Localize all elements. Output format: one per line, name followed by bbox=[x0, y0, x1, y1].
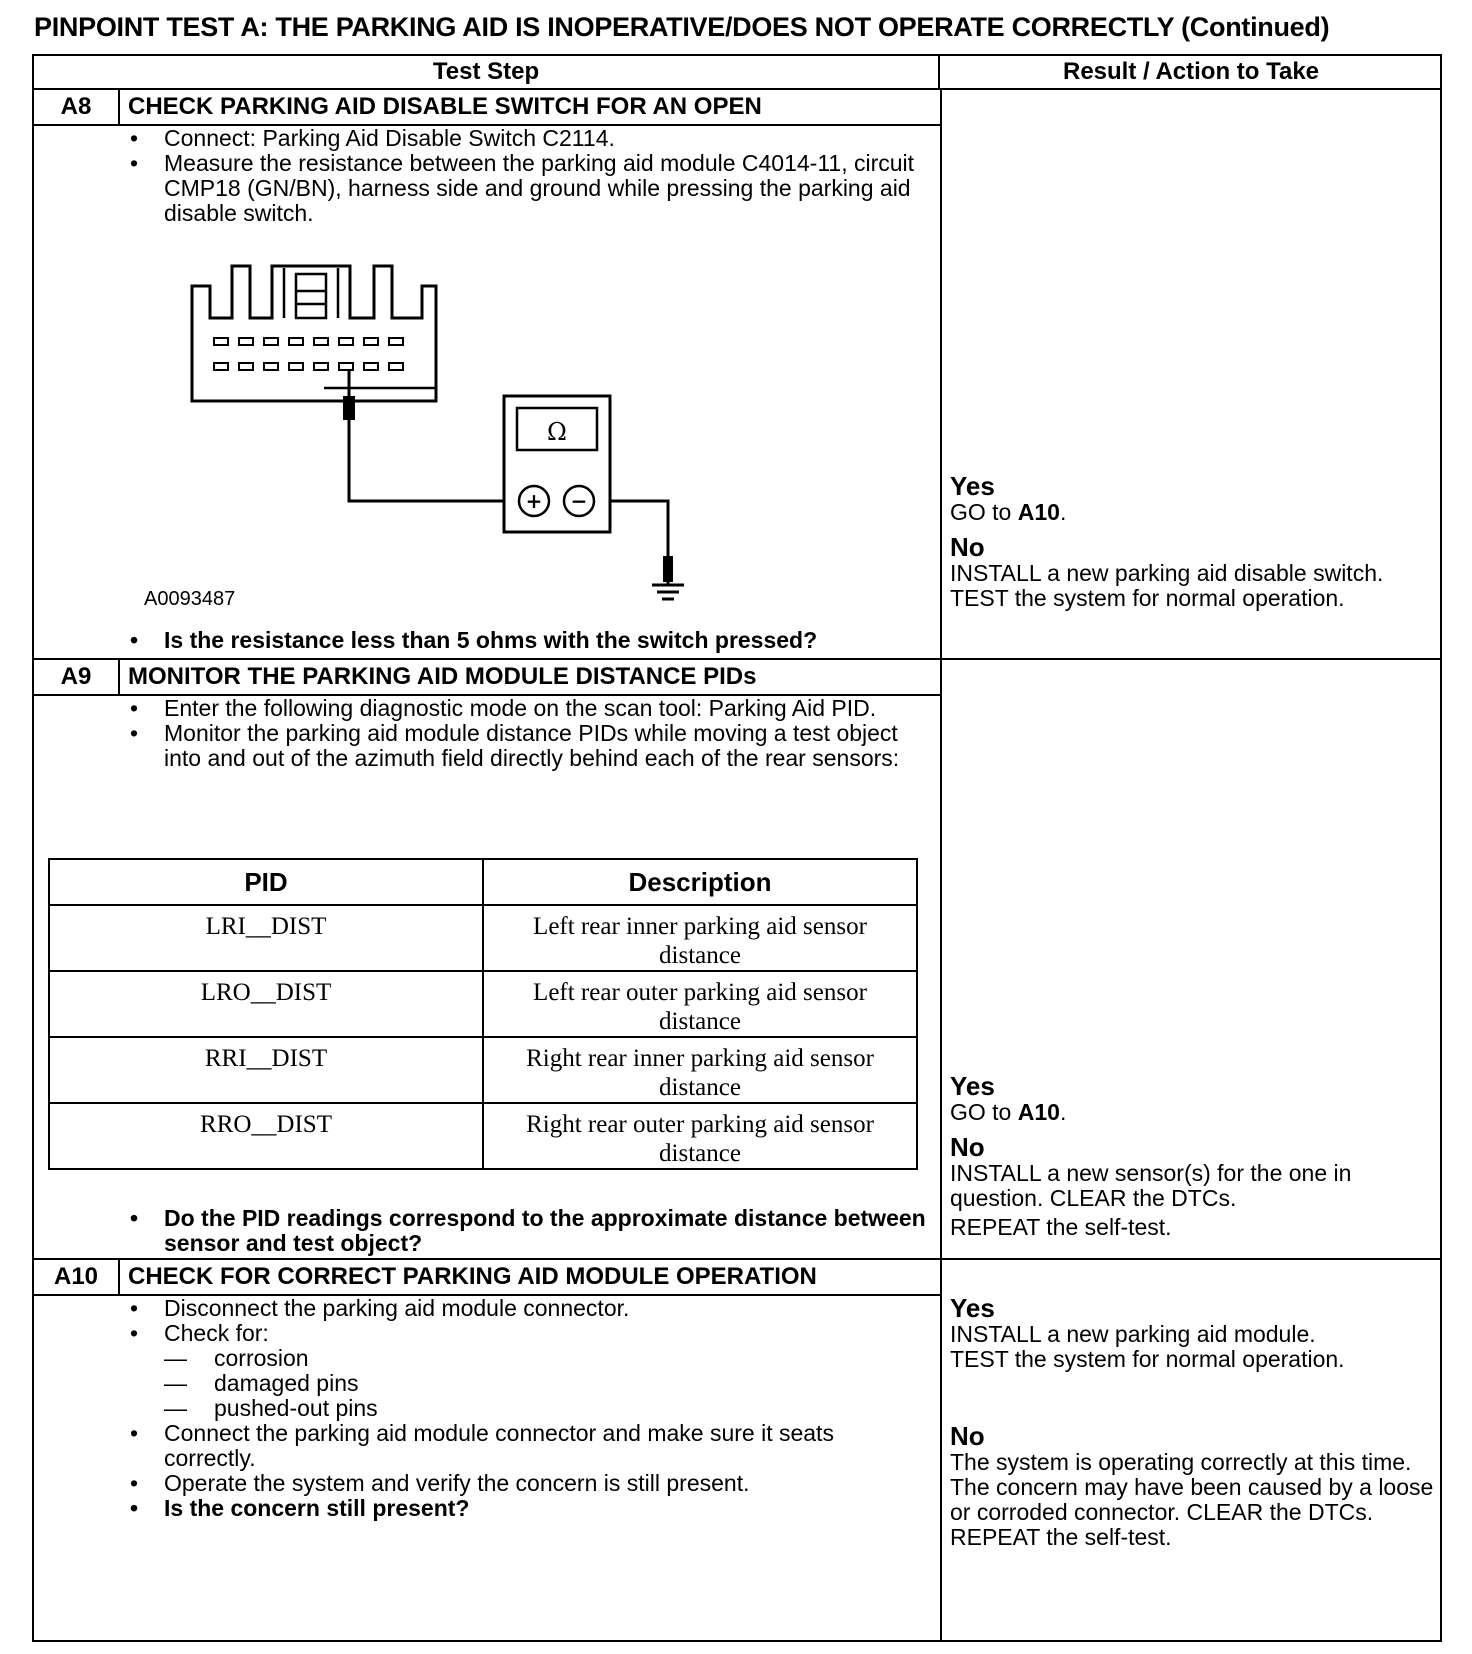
yes-action: TEST the system for normal operation. bbox=[950, 1346, 1345, 1372]
no-action: INSTALL a new parking aid disable switch. bbox=[950, 560, 1384, 586]
sub-list-item: — damaged pins bbox=[130, 1371, 930, 1396]
no-action: REPEAT the self-test. bbox=[950, 1214, 1172, 1240]
pid-cell: RRI__DIST bbox=[49, 1037, 483, 1103]
step-id-a10: A10 bbox=[34, 1260, 120, 1296]
list-item: • Check for: bbox=[130, 1321, 930, 1346]
step-title-a9: MONITOR THE PARKING AID MODULE DISTANCE PIDs bbox=[120, 660, 940, 696]
no-action: The system is operating correctly at this time. The concern may have been caused by a loose or corroded connector. CLEAR the DTCs. REPEAT the self-test. bbox=[950, 1449, 1434, 1550]
positive-probe-tip bbox=[343, 396, 355, 420]
description-cell: Left rear inner parking aid sensor distance bbox=[483, 905, 917, 971]
description-cell: Left rear outer parking aid sensor distance bbox=[483, 971, 917, 1037]
step-id-a8: A8 bbox=[34, 90, 120, 126]
step-a8-instructions bbox=[130, 126, 930, 226]
table-row bbox=[49, 1103, 917, 1169]
step-title-a8: CHECK PARKING AID DISABLE SWITCH FOR AN OPEN bbox=[120, 90, 940, 126]
list-item: • Disconnect the parking aid module connector. bbox=[130, 1296, 930, 1321]
step-a9-question: • Do the PID readings correspond to the approximate distance between sensor and test object? bbox=[130, 1206, 930, 1256]
list-item: • Monitor the parking aid module distance PIDs while moving a test object into and out of the azimuth field directly behind each of the rear sensors: bbox=[130, 721, 930, 771]
figure-code: A0093487 bbox=[144, 588, 236, 610]
yes-action: GO to A10. bbox=[950, 499, 1067, 525]
no-action: INSTALL a new sensor(s) for the one in question. CLEAR the DTCs. bbox=[950, 1160, 1352, 1211]
step-a10-result-no bbox=[950, 1422, 1438, 1550]
ohm-symbol: Ω bbox=[547, 418, 567, 446]
sub-list-item: — pushed-out pins bbox=[130, 1396, 930, 1421]
list-item: • Enter the following diagnostic mode on the scan tool: Parking Aid PID. bbox=[130, 696, 930, 721]
plus-sign: + bbox=[525, 489, 543, 513]
step-a9-result bbox=[950, 1072, 1438, 1240]
yes-action: INSTALL a new parking aid module. bbox=[950, 1321, 1316, 1347]
sub-list-item: — corrosion bbox=[130, 1346, 930, 1371]
pid-cell: LRO__DIST bbox=[49, 971, 483, 1037]
table-header-row bbox=[49, 859, 917, 905]
page-title: PINPOINT TEST A: THE PARKING AID IS INOPERATIVE/DOES NOT OPERATE CORRECTLY (Continued) bbox=[34, 12, 1330, 42]
step-a10-result-yes bbox=[950, 1294, 1438, 1372]
description-cell: Right rear inner parking aid sensor distance bbox=[483, 1037, 917, 1103]
description-cell: Right rear outer parking aid sensor distance bbox=[483, 1103, 917, 1169]
pid-cell: RRO__DIST bbox=[49, 1103, 483, 1169]
table-row bbox=[49, 1037, 917, 1103]
pid-cell: LRI__DIST bbox=[49, 905, 483, 971]
pinpoint-test-table bbox=[32, 54, 1442, 1642]
pid-table bbox=[48, 858, 918, 1170]
table-row bbox=[49, 905, 917, 971]
step-title-a10: CHECK FOR CORRECT PARKING AID MODULE OPERATION bbox=[120, 1260, 940, 1296]
minus-sign: − bbox=[570, 489, 588, 513]
table-row bbox=[49, 971, 917, 1037]
no-label: No bbox=[950, 1132, 985, 1162]
yes-label: Yes bbox=[950, 1071, 995, 1101]
ohmmeter-connector-diagram bbox=[184, 256, 684, 586]
yes-label: Yes bbox=[950, 1293, 995, 1323]
step-id-a9: A9 bbox=[34, 660, 120, 696]
step-a8-question: • Is the resistance less than 5 ohms with the switch pressed? bbox=[130, 628, 930, 653]
column-divider bbox=[940, 90, 942, 1642]
ground-icon bbox=[646, 576, 690, 606]
yes-action: GO to A10. bbox=[950, 1099, 1067, 1125]
step-a9-instructions bbox=[130, 696, 930, 771]
step-a8-result bbox=[950, 472, 1438, 611]
list-item: • Operate the system and verify the concern is still present. bbox=[130, 1471, 930, 1496]
pid-column-header: PID bbox=[49, 859, 483, 905]
list-item: • Connect the parking aid module connector and make sure it seats correctly. bbox=[130, 1421, 930, 1471]
connector-outline bbox=[192, 266, 436, 401]
list-item: • Measure the resistance between the parking aid module C4014-11, circuit CMP18 (GN/BN), harness side and ground while pressing the parking aid disable switch. bbox=[130, 151, 930, 226]
step-a10-question: • Is the concern still present? bbox=[130, 1496, 930, 1521]
step-a10-instructions bbox=[130, 1296, 930, 1521]
connector-latch bbox=[284, 268, 338, 318]
column-header-test-step: Test Step bbox=[34, 56, 940, 90]
list-item: • Connect: Parking Aid Disable Switch C2114. bbox=[130, 126, 930, 151]
no-action: TEST the system for normal operation. bbox=[950, 585, 1345, 611]
column-header-result: Result / Action to Take bbox=[940, 56, 1442, 90]
no-label: No bbox=[950, 532, 985, 562]
connector-pins bbox=[214, 338, 403, 370]
no-label: No bbox=[950, 1421, 985, 1451]
description-column-header: Description bbox=[483, 859, 917, 905]
yes-label: Yes bbox=[950, 471, 995, 501]
